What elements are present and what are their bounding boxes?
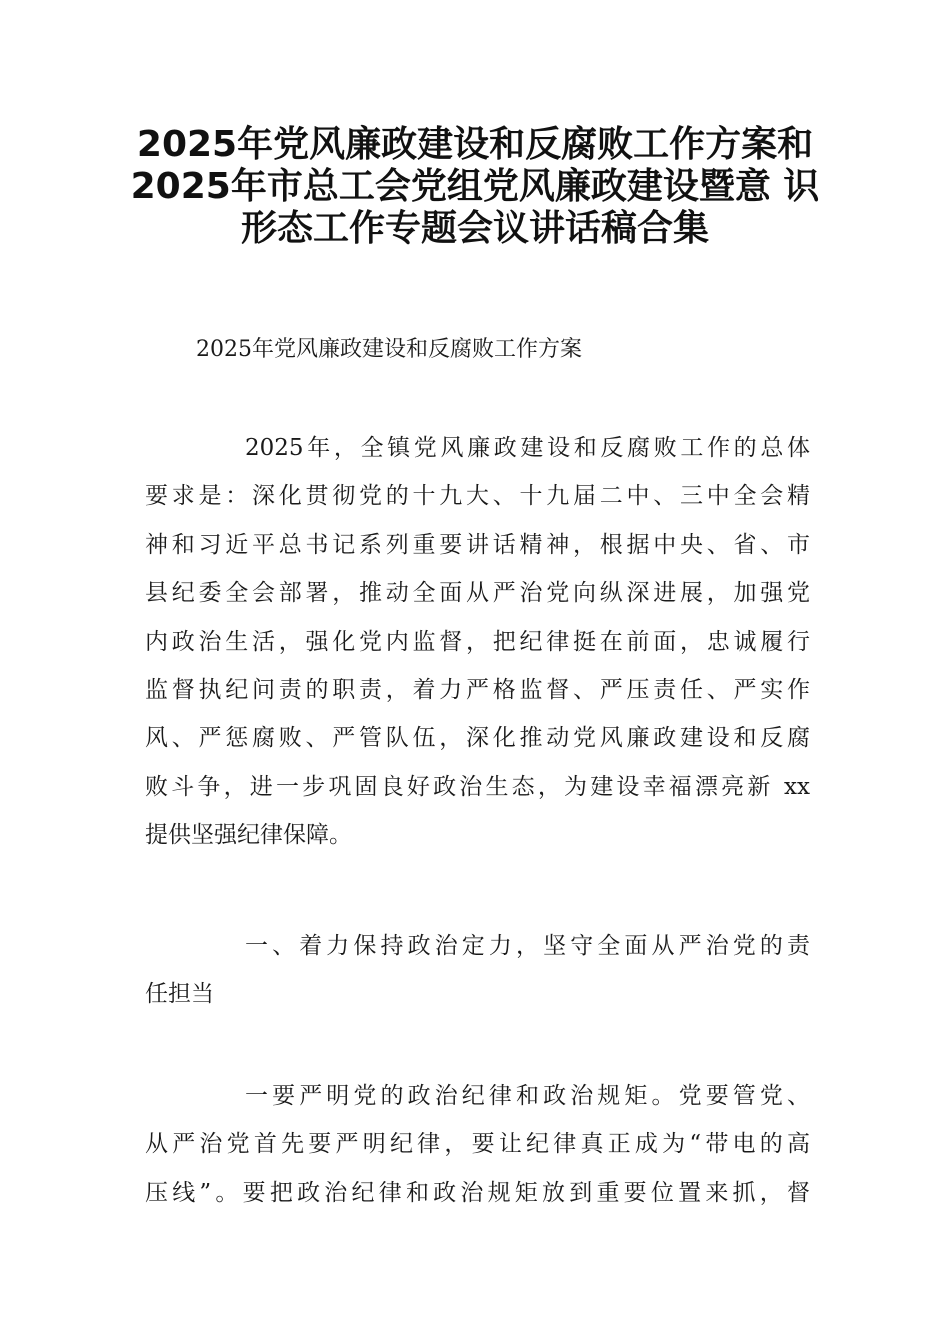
- paragraph-line: 败斗争，进一步巩固良好政治生态，为建设幸福漂亮新 xx: [145, 773, 810, 800]
- paragraph-line: 提供坚强纪律保障。: [145, 822, 352, 849]
- paragraph-line: 从严治党首先要严明纪律，要让纪律真正成为“带电的高: [145, 1131, 810, 1158]
- paragraph-line: 县纪委全会部署，推动全面从严治党向纵深进展，加强党: [145, 580, 810, 607]
- title-line-3: 形态工作专题会议讲话稿合集: [240, 208, 709, 249]
- section-subheading: 2025年党风廉政建设和反腐败工作方案: [196, 337, 582, 362]
- paragraph-line: 风、严惩腐败、严管队伍，深化推动党风廉政建设和反腐: [145, 725, 810, 752]
- document-title: [130, 124, 820, 250]
- paragraph-line: 监督执纪问责的职责，着力严格监督、严压责任、严实作: [145, 676, 810, 703]
- paragraph-line: 任担当: [145, 981, 214, 1008]
- paragraph-line: 要求是：深化贯彻党的十九大、十九届二中、三中全会精: [145, 483, 810, 510]
- title-line-1: 2025年党风廉政建设和反腐败工作方案和: [136, 124, 814, 165]
- paragraph-political-discipline: [145, 1072, 810, 1217]
- section-heading-one: [145, 922, 810, 1019]
- paragraph-line: 神和习近平总书记系列重要讲话精神，根据中央、省、市: [145, 531, 810, 558]
- paragraph-line: 一、着力保持政治定力，坚守全面从严治党的责: [245, 933, 810, 959]
- paragraph-line: 压线”。要把政治纪律和政治规矩放到重要位置来抓，督: [145, 1179, 810, 1206]
- paragraph-line: 一要严明党的政治纪律和政治规矩。党要管党、: [245, 1083, 810, 1109]
- title-line-2: 2025年市总工会党组党风廉政建设暨意 识: [130, 166, 820, 207]
- paragraph-line: 内政治生活，强化党内监督，把纪律挺在前面，忠诚履行: [145, 628, 810, 655]
- paragraph-overall-requirements: [145, 424, 810, 860]
- paragraph-line: 2025年，全镇党风廉政建设和反腐败工作的总体: [245, 435, 810, 461]
